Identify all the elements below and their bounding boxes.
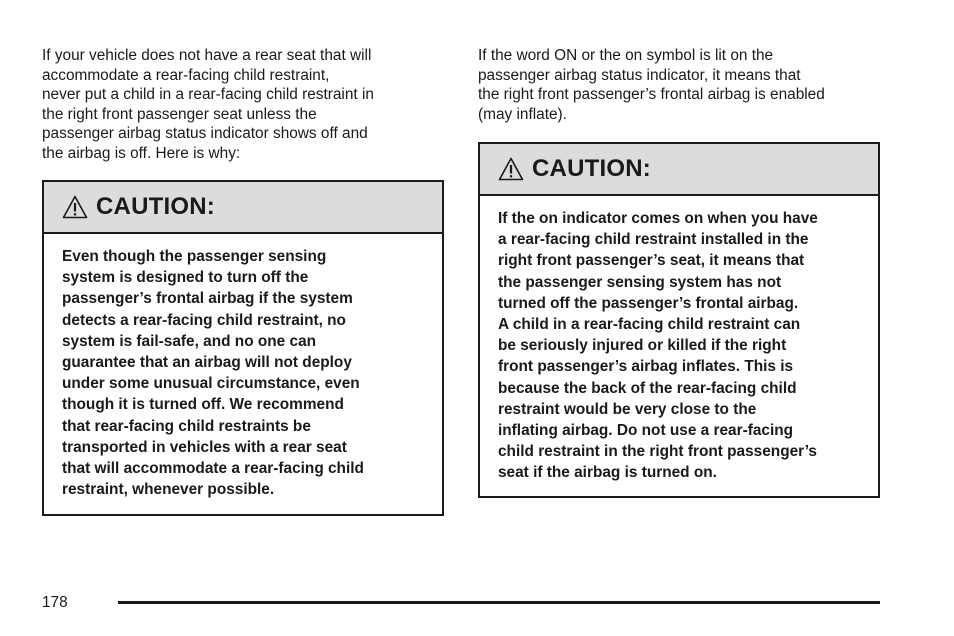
caution-body: [480, 196, 878, 484]
text-line: child restraint in the right front passenger’s: [498, 443, 817, 461]
text-line: Even though the passenger sensing: [62, 248, 327, 265]
text-line: restraint, whenever possible.: [62, 481, 275, 499]
text-line: inflating airbag. Do not use a rear-facing: [498, 422, 794, 440]
text-line: A child in a rear-facing child restraint can: [498, 316, 801, 334]
text-line: front passenger’s airbag inflates. This is: [498, 358, 794, 376]
text-line: never put a child in a rear-facing child restraint in: [42, 86, 374, 104]
text-line: passenger’s frontal airbag if the system: [62, 290, 353, 308]
text-line: If the on indicator comes on when you have: [498, 210, 818, 227]
caution-title: CAUTION:: [96, 193, 215, 220]
text-line: right front passenger’s seat, it means that: [498, 252, 805, 270]
text-line: the right front passenger seat unless the: [42, 105, 317, 123]
text-line: the airbag is off. Here is why:: [42, 144, 241, 162]
right-intro-paragraph: [478, 46, 880, 124]
text-line: detects a rear-facing child restraint, no: [62, 311, 346, 329]
text-line: system is designed to turn off the: [62, 269, 309, 287]
page-footer: [42, 592, 880, 616]
text-line: If the word ON or the on symbol is lit on the: [478, 47, 774, 64]
footer-rule: [118, 601, 880, 604]
text-line: the passenger sensing system has not: [498, 273, 782, 291]
caution-header: [480, 144, 878, 196]
text-line: system is fail-safe, and no one can: [62, 332, 317, 350]
page-number: 178: [42, 594, 68, 611]
caution-header: [44, 182, 442, 234]
text-line: though it is turned off. We recommend: [62, 396, 344, 414]
text-line: accommodate a rear-facing child restraint,: [42, 66, 330, 84]
right-caution-box: [478, 142, 880, 498]
caution-body: [44, 234, 442, 500]
left-caution-box: [42, 180, 444, 516]
text-line: passenger airbag status indicator, it means that: [478, 66, 801, 84]
caution-title: CAUTION:: [532, 155, 651, 182]
text-line: guarantee that an airbag will not deploy: [62, 354, 352, 372]
left-intro-paragraph: [42, 46, 444, 164]
text-line: because the back of the rear-facing child: [498, 379, 797, 397]
text-line: passenger airbag status indicator shows off and: [42, 125, 368, 143]
text-line: a rear-facing child restraint installed in the: [498, 231, 809, 249]
text-line: that rear-facing child restraints be: [62, 417, 311, 435]
text-line: seat if the airbag is turned on.: [498, 464, 717, 482]
text-line: under some unusual circumstance, even: [62, 375, 360, 393]
warning-triangle-icon: [62, 195, 88, 219]
warning-triangle-icon: [498, 157, 524, 181]
text-line: be seriously injured or killed if the right: [498, 337, 787, 355]
text-line: If your vehicle does not have a rear seat that will: [42, 47, 372, 64]
text-line: (may inflate).: [478, 105, 567, 123]
text-line: the right front passenger’s frontal airbag is enabled: [478, 86, 825, 104]
text-line: turned off the passenger’s frontal airbag.: [498, 294, 799, 312]
text-line: that will accommodate a rear-facing child: [62, 460, 364, 478]
text-line: transported in vehicles with a rear seat: [62, 438, 347, 456]
text-line: restraint would be very close to the: [498, 400, 757, 418]
